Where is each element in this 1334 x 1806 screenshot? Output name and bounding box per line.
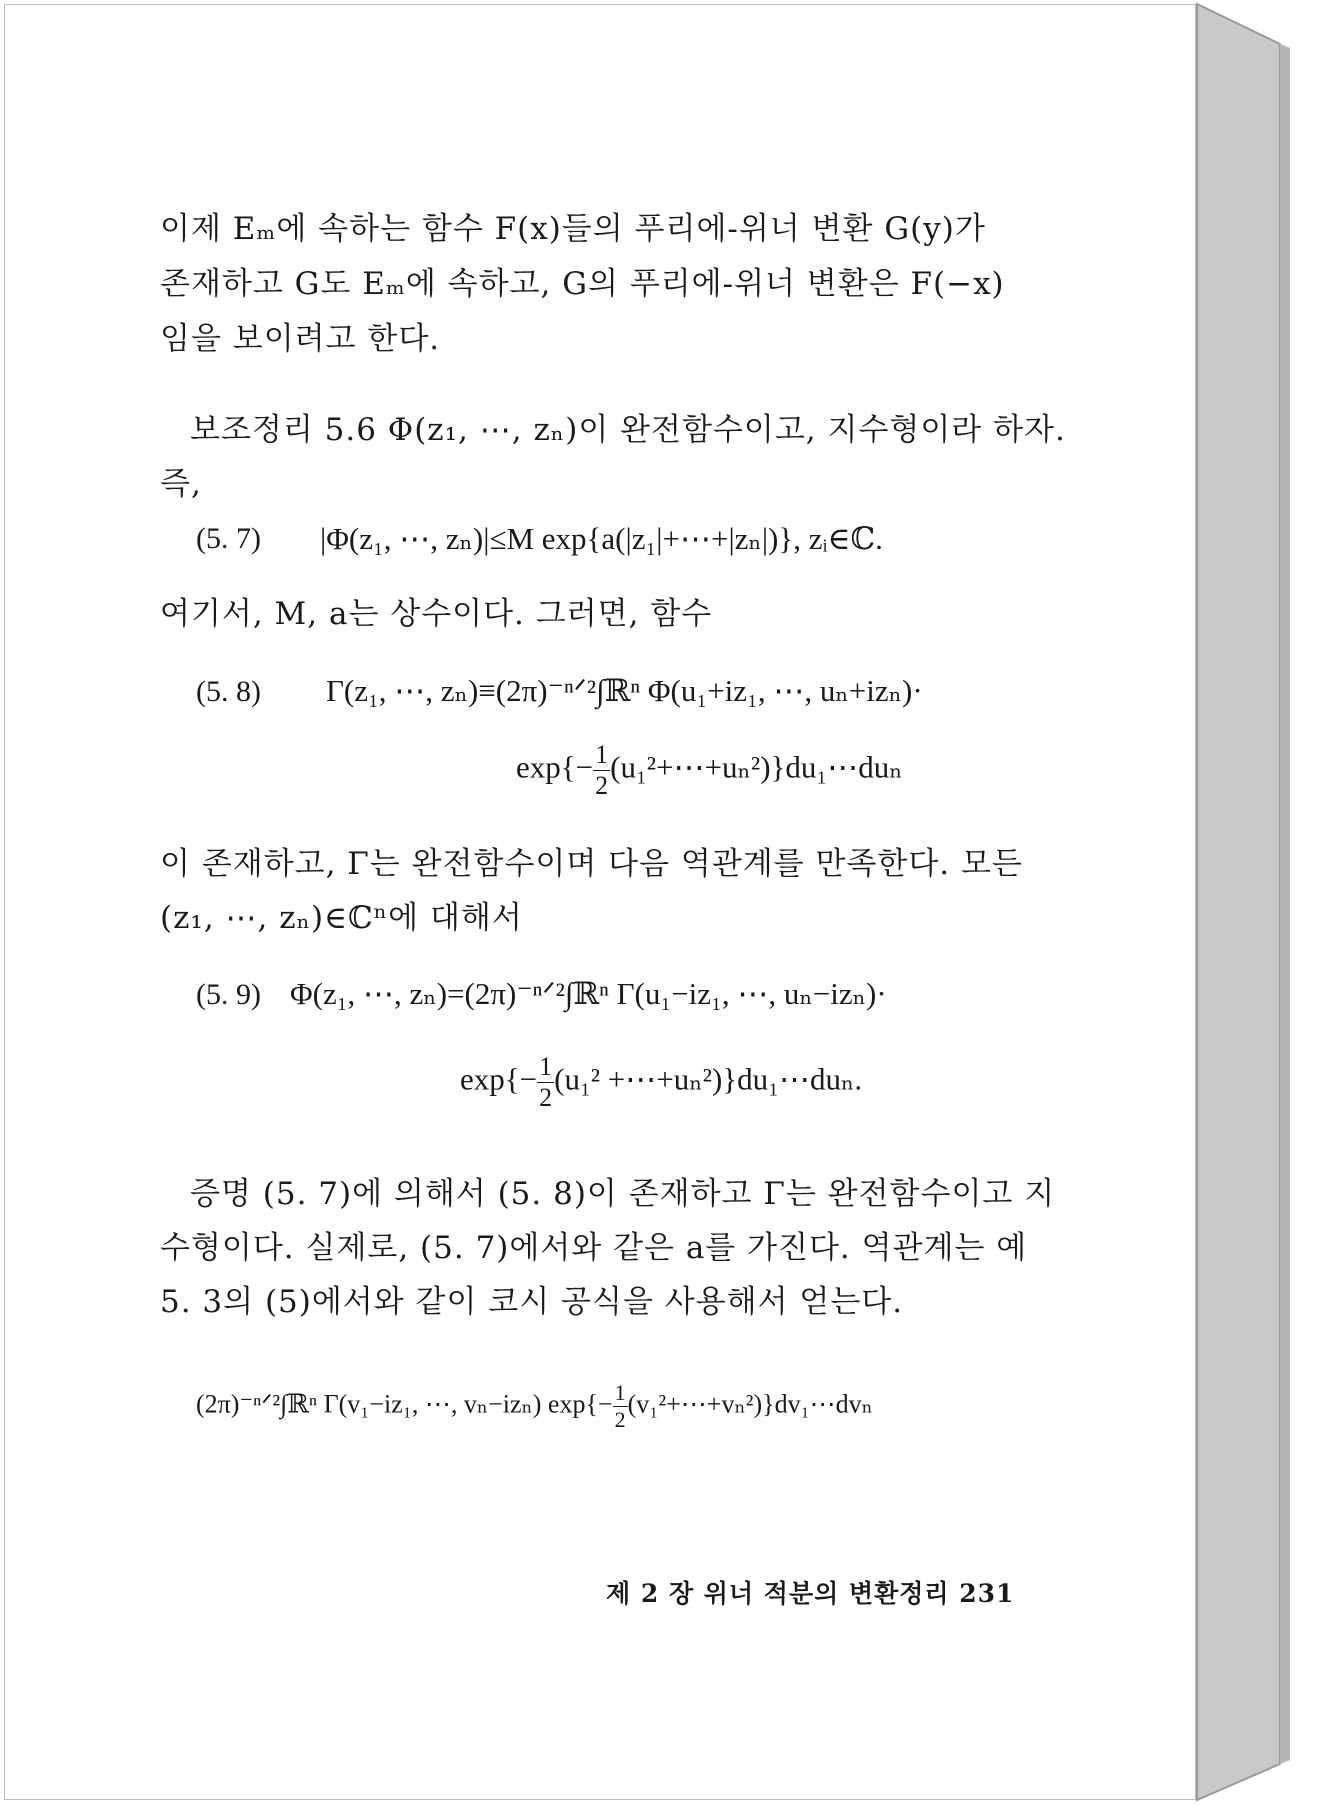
eq-5-9-label: (5. 9) <box>196 978 261 1011</box>
fraction-denominator: 2 <box>595 771 609 800</box>
eq-last-tail: (v₁²+⋯+vₙ²)}dv₁⋯dvₙ <box>627 1389 873 1419</box>
fraction-numerator: 1 <box>539 1052 553 1081</box>
eq-5-7-label: (5. 7) <box>196 522 261 555</box>
eq-5-9-line1: Φ(z₁, ⋯, zₙ)=(2π)⁻ⁿᐟ²∫ℝⁿ Γ(u₁−iz₁, ⋯, uₙ−izₙ)· <box>290 976 887 1011</box>
para1-line1: 이제 Eₘ에 속하는 함수 F(x)들의 푸리에-위너 변환 G(y)가 <box>160 211 986 247</box>
proof-line2: 수형이다. 실제로, (5. 7)에서와 같은 a를 가진다. 역관계는 예 <box>160 1230 1028 1266</box>
eq-last-head: (2π)⁻ⁿᐟ²∫ℝⁿ Γ(v₁−iz₁, ⋯, vₙ−izₙ) exp{− <box>196 1389 613 1419</box>
eq-5-7-body: |Φ(z₁, ⋯, zₙ)|≤M exp{a(|z₁|+⋯+|zₙ|)}, zᵢ∈ℂ. <box>320 521 883 556</box>
para2: 여기서, M, a는 상수이다. 그러면, 함수 <box>160 596 713 632</box>
para3-line1: 이 존재하고, Γ는 완전함수이며 다음 역관계를 만족한다. 모든 <box>160 846 1023 882</box>
eq-5-8-label: (5. 8) <box>196 675 261 708</box>
eq-5-9-exp: exp{− <box>460 1061 538 1097</box>
eq-5-9-fraction <box>537 1052 554 1113</box>
fraction-numerator: 1 <box>614 1380 626 1405</box>
eq-5-8-fraction <box>593 740 610 801</box>
page-footer: 제 2 장 위너 적분의 변환정리 231 <box>606 1579 1015 1608</box>
eq-5-8-line2 <box>516 740 903 801</box>
para1-line2: 존재하고 G도 Eₘ에 속하고, G의 푸리에-위너 변환은 F(−x) <box>160 266 1005 302</box>
eq-5-8-tail: (u₁²+⋯+uₙ²)}du₁⋯duₙ <box>610 749 903 785</box>
eq-5-9-tail: (u₁² +⋯+uₙ²)}du₁⋯duₙ. <box>554 1061 863 1097</box>
eq-last-fraction <box>613 1380 628 1433</box>
lemma-heading: 보조정리 5.6 Φ(z₁, ⋯, zₙ)이 완전함수이고, 지수형이라 하자. <box>190 412 1066 448</box>
fraction-denominator: 2 <box>539 1083 553 1112</box>
fraction-numerator: 1 <box>595 740 609 769</box>
eq-5-9-line2 <box>460 1052 862 1113</box>
para3-line2: (z₁, ⋯, zₙ)∈ℂⁿ에 대해서 <box>160 900 523 936</box>
eq-5-8-line1: Γ(z₁, ⋯, zₙ)≡(2π)⁻ⁿᐟ²∫ℝⁿ Φ(u₁+iz₁, ⋯, uₙ+izₙ)· <box>326 673 923 708</box>
para1-line3: 임을 보이려고 한다. <box>160 321 441 357</box>
eq-5-8-exp: exp{− <box>516 749 594 785</box>
eq-last <box>196 1380 873 1433</box>
lemma-line2: 즉, <box>160 466 202 502</box>
proof-line1: 증명 (5. 7)에 의해서 (5. 8)이 존재하고 Γ는 완전함수이고 지 <box>190 1176 1056 1212</box>
proof-line3: 5. 3의 (5)에서와 같이 코시 공식을 사용해서 얻는다. <box>160 1284 904 1320</box>
fraction-denominator: 2 <box>614 1407 626 1432</box>
